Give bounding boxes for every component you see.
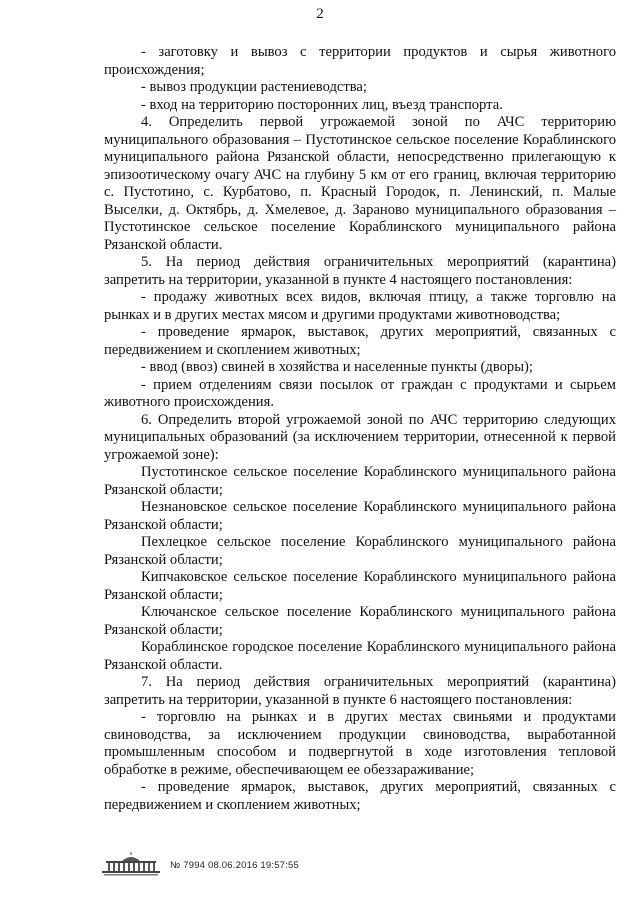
document-registration-mark: № 7994 08.06.2016 19:57:55 — [170, 859, 299, 871]
paragraph: Кипчаковское сельское поселение Кораблинского муниципального района Рязанской области; — [104, 569, 616, 603]
document-body — [104, 44, 616, 814]
paragraph: 7. На период действия ограничительных мероприятий (карантина) запретить на территории, указанной в пункте 6 настоящего постановления: — [104, 674, 616, 708]
paragraph: 4. Определить первой угрожаемой зоной по АЧС территорию муниципального образования – Пустотинское сельское поселение Кораблинского муниципального района Рязанской области, непосредственно прилегающую к эпизоотическому очагу АЧС на глубину 5 км от его границ, включая территорию с. Пустотино, с. Курбатово, п. Красный Городок, п. Ленинский, п. Малые Выселки, д. Октябрь, д. Хмелевое, д. Зараново муниципального образования – Пустотинское сельское поселение Кораблинского муниципального района Рязанской области. — [104, 114, 616, 253]
paragraph: Пехлецкое сельское поселение Кораблинского муниципального района Рязанской области; — [104, 534, 616, 568]
paragraph: 6. Определить второй угрожаемой зоной по АЧС территорию следующих муниципальных образований (за исключением территории, отнесенной к первой угрожаемой зоне): — [104, 411, 616, 463]
paragraph: - проведение ярмарок, выставок, других мероприятий, связанных с передвижением и скоплением животных; — [104, 779, 616, 813]
paragraph: Кораблинское городское поселение Кораблинского муниципального района Рязанской области. — [104, 639, 616, 673]
paragraph: - продажу животных всех видов, включая птицу, а также торговлю на рынках и в других местах мясом и другими продуктами животноводства; — [104, 289, 616, 323]
page-number: 2 — [316, 6, 324, 22]
government-building-logo — [100, 852, 162, 878]
paragraph: - вход на территорию посторонних лиц, въезд транспорта. — [141, 96, 503, 113]
paragraph: Пустотинское сельское поселение Кораблинского муниципального района Рязанской области; — [104, 464, 616, 498]
paragraph: Незнановское сельское поселение Кораблинского муниципального района Рязанской области; — [104, 499, 616, 533]
paragraph: - прием отделениям связи посылок от граждан с продуктами и сырьем животного происхождения. — [104, 376, 616, 410]
paragraph: Ключанское сельское поселение Кораблинского муниципального района Рязанской области; — [104, 604, 616, 638]
paragraph: - ввод (ввоз) свиней в хозяйства и населенные пункты (дворы); — [141, 359, 533, 375]
paragraph: - заготовку и вывоз с территории продуктов и сырья животного происхождения; — [104, 44, 616, 78]
paragraph: - вывоз продукции растениеводства; — [141, 79, 367, 95]
document-footer — [100, 852, 299, 878]
paragraph: - проведение ярмарок, выставок, других мероприятий, связанных с передвижением и скоплением животных; — [104, 324, 616, 358]
paragraph: - торговлю на рынках и в других местах свиньями и продуктами свиноводства, за исключением продукции свиноводства, выработанной промышленным способом и подвергнутой в ходе изготовления тепловой обработке в режиме, обеспечивающем ее обеззараживание; — [104, 709, 616, 778]
paragraph: 5. На период действия ограничительных мероприятий (карантина) запретить на территории, указанной в пункте 4 настоящего постановления: — [104, 254, 616, 288]
